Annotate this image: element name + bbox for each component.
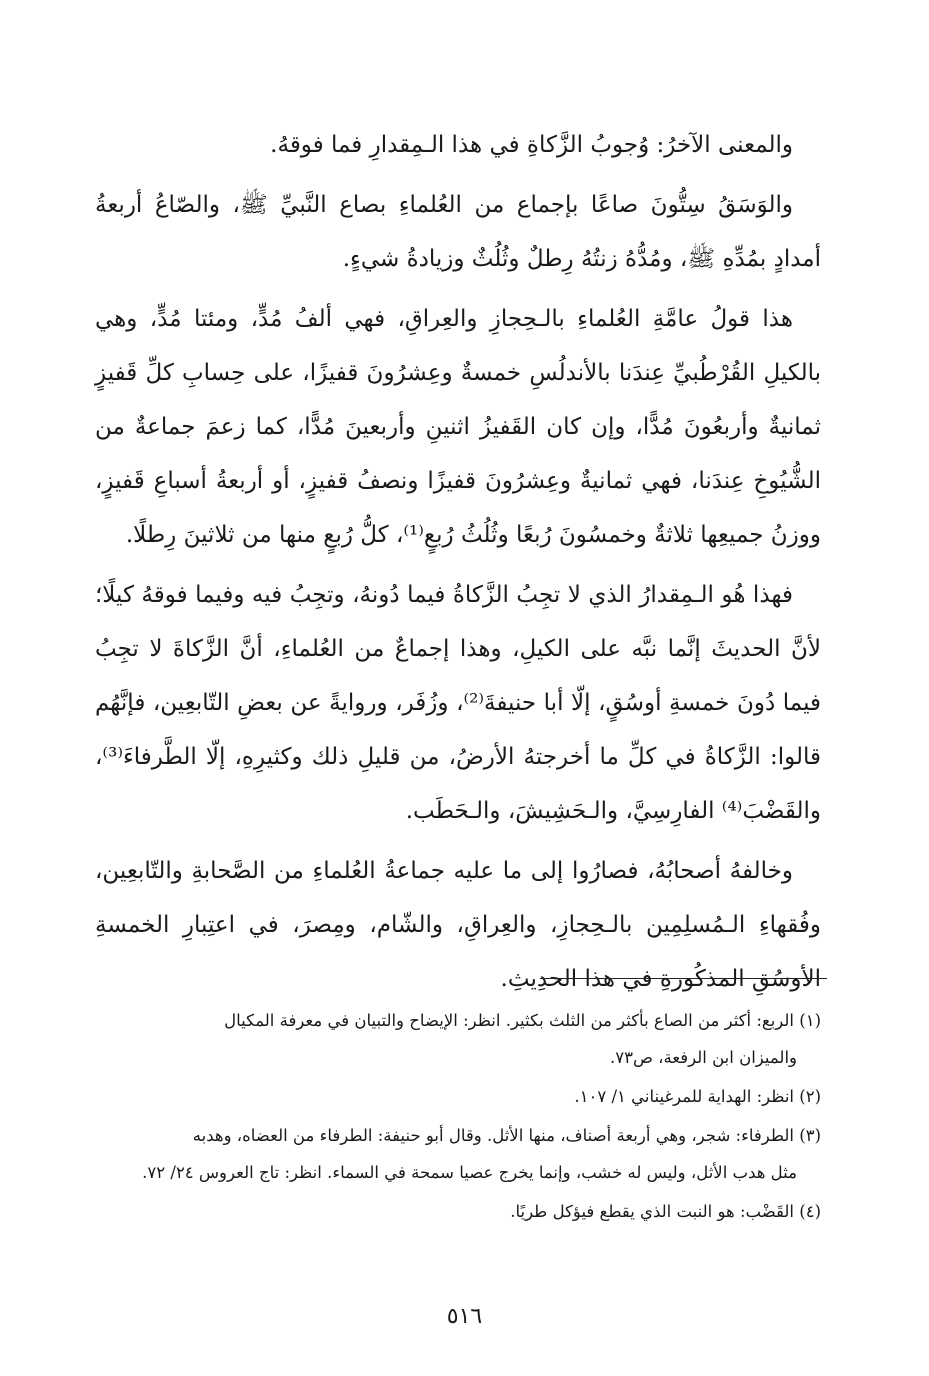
- footnote-1: [95, 1002, 821, 1076]
- paragraph-1: والمعنى الآخرُ: وُجوبُ الزَّكاةِ في هذا الـمِقدارِ فما فوقهُ.: [270, 132, 793, 158]
- footnote-3-text: (٣) الطرفاء: شجر، وهي أربعة أصناف، منها الأثل. وقال أبو حنيفة: الطرفاء من العضاه، وهدبه: [192, 1126, 821, 1145]
- footnote-4-text: (٤) القَضْب: هو النبت الذي يقطع فيؤكل طريًا.: [510, 1202, 821, 1221]
- page-number: ٥١٦: [446, 1304, 483, 1329]
- footnote-1-continuation: والميزان ابن الرفعة، ص٧٣.: [609, 1048, 797, 1067]
- footnote-2-text: (٢) انظر: الهداية للمرغيناني ١/ ١٠٧.: [574, 1087, 821, 1106]
- paragraph-4: فهذا هُو الـمِقدارُ الذي لا تجِبُ الزَّكاةُ فيما دُونهُ، وتجِبُ فيه وفيما فوقهُ كيلًا؛ لأنَّ الحديثَ إنَّما نبَّه على الكيلِ، وهذا إجماعٌ من العُلماءِ، أنَّ الزَّكاةَ لا تجِبُ فيما دُونَ خمسةِ أوسُقٍ، إلّا أبا حنيفةَ⁽²⁾، وزُفَر، وروايةً عن بعضِ التّابعِين، فإنَّهُم قالوا: الزَّكاةُ في كلِّ ما أخرجتهُ الأرضُ، من قليلِ ذلك وكثيرِهِ، إلّا الطَّرفاءَ⁽³⁾، والقَضْبَ⁽⁴⁾ الفارِسِيَّ، والـحَشِيشَ، والـحَطَب.: [95, 582, 822, 824]
- paragraph-3: هذا قولُ عامَّةِ العُلماءِ بالـحِجازِ والعِراقِ، فهي ألفُ مُدٍّ، ومئتا مُدٍّ، وهي بالكيلِ القُرْطُبيِّ عِندَنا بالأندلُسِ خمسةٌ وعِشرُونَ قفيزًا، على حِسابِ كلِّ قَفيزٍ ثمانيةٌ وأربعُونَ مُدًّا، وإن كان القَفيزُ اثنينِ وأربعينَ مُدًّا، كما زعمَ جماعةٌ من الشُّيُوخِ عِندَنا، فهي ثمانيةٌ وعِشرُونَ قفيزًا ونصفُ قفيزٍ، أو أربعةُ أسباعِ قَفيزٍ، ووزنُ جميعِها ثلاثةٌ وخمسُونَ رُبعًا وثُلُثُ رُبعٍ⁽¹⁾، كلُّ رُبعٍ منها من ثلاثينَ رِطلًا.: [95, 306, 821, 548]
- paragraph-2: والوَسَقُ سِتُّونَ صاعًا بإجماع من العُلماءِ بصاع النَّبيِّ ﷺ، والصّاعُ أربعةُ أمدادٍ بمُدِّهِ ﷺ، ومُدُّهُ زنتُهُ رِطلٌ وثُلُثٌ وزيادةُ شيءٍ.: [95, 192, 821, 272]
- footnote-1-text: (١) الربع: أكثر من الصاع بأكثر من الثلث بكثير. انظر: الإيضاح والتبيان في معرفة المكيال: [224, 1011, 821, 1030]
- main-text-block: [95, 118, 821, 1006]
- footnote-2: [95, 1078, 821, 1115]
- paragraph-5: وخالفهُ أصحابُهُ، فصارُوا إلى ما عليه جماعةُ العُلماءِ من الصَّحابةِ والتّابعِين، وفُقهاءِ الـمُسلِمِين بالـحِجازِ، والعِراقِ، والشّام، ومِصرَ، في اعتِبارِ الخمسةِ الأوسُقِ المذكُورةِ في هذا الحدِيثِ.: [95, 858, 821, 992]
- footnote-3-continuation: مثل هدب الأثل، وليس له خشب، وإنما يخرج عصيا سمحة في السماء. انظر: تاج العروس ٢٤/ ٧٢.: [142, 1163, 797, 1182]
- footnote-divider: [540, 978, 827, 979]
- footnote-4: [95, 1193, 821, 1230]
- footnote-3: [95, 1117, 821, 1191]
- footnotes-block: [95, 1002, 821, 1232]
